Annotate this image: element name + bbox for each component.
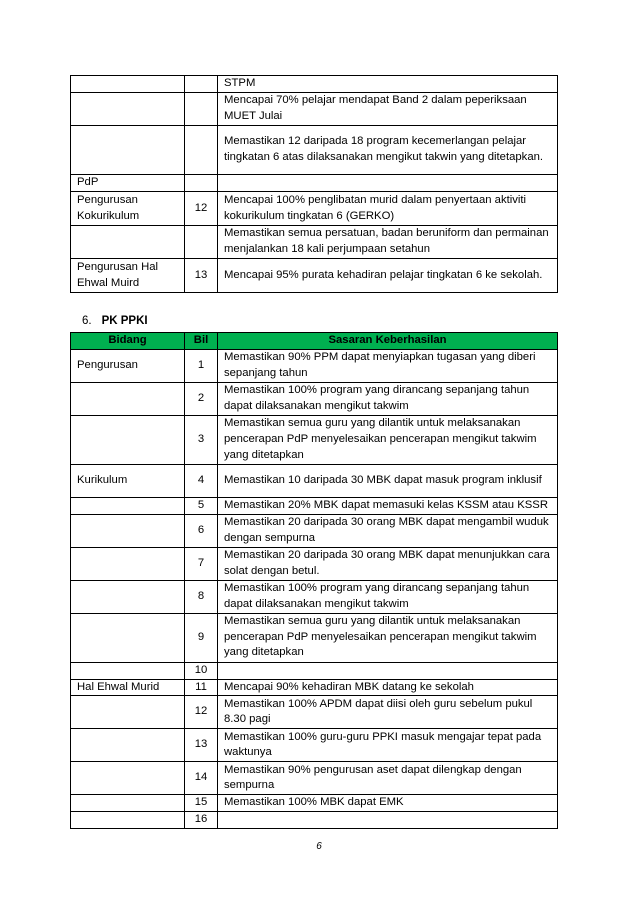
bil-cell: 13 [185,259,218,293]
sasaran-cell: Mencapai 100% penglibatan murid dalam penyertaan aktiviti kokurikulum tingkatan 6 (GERKO) [218,192,558,226]
pk-ppki-table [70,332,558,829]
sasaran-cell: Mencapai 90% kehadiran MBK datang ke sekolah [218,679,558,696]
table-row [71,192,558,226]
bidang-cell: Pengurusan Hal Ehwal Muird [71,259,185,293]
bidang-cell [71,497,185,514]
table-row [71,795,558,812]
bidang-cell: Pengurusan [71,350,185,383]
sasaran-cell: Memastikan 10 daripada 30 MBK dapat masuk program inklusif [218,464,558,497]
table-header-row [71,333,558,350]
table-row [71,497,558,514]
sasaran-cell: Memastikan 100% MBK dapat EMK [218,795,558,812]
bil-cell [185,126,218,175]
bil-cell: 4 [185,464,218,497]
sasaran-cell: Memastikan 100% program yang dirancang sepanjang tahun dapat dilaksanakan mengikut takwim [218,580,558,613]
sasaran-cell: Mencapai 70% pelajar mendapat Band 2 dalam peperiksaan MUET Julai [218,93,558,126]
table-row [71,226,558,259]
sasaran-cell: Memastikan 20 daripada 30 orang MBK dapat mengambil wuduk dengan sempurna [218,514,558,547]
bil-cell [185,76,218,93]
sasaran-cell [218,662,558,679]
bil-cell: 16 [185,812,218,829]
bil-cell: 15 [185,795,218,812]
sasaran-cell: Memastikan 20% MBK dapat memasuki kelas KSSM atau KSSR [218,497,558,514]
section-number: 6. [82,315,92,327]
bidang-cell [71,729,185,762]
sasaran-cell: Memastikan 100% guru-guru PPKI masuk mengajar tepat pada waktunya [218,729,558,762]
header-bil: Bil [185,333,218,350]
bidang-cell: Hal Ehwal Murid [71,679,185,696]
table-row [71,175,558,192]
sasaran-cell: Mencapai 95% purata kehadiran pelajar tingkatan 6 ke sekolah. [218,259,558,293]
sasaran-cell: Memastikan semua persatuan, badan beruniform dan permainan menjalankan 18 kali perjumpaan setahun [218,226,558,259]
table-row [71,259,558,293]
bidang-cell [71,812,185,829]
section-heading [82,315,148,327]
bil-cell: 14 [185,762,218,795]
bidang-cell: PdP [71,175,185,192]
bil-cell: 3 [185,415,218,464]
table-row [71,93,558,126]
bidang-cell [71,795,185,812]
sasaran-cell: Memastikan 100% APDM dapat diisi oleh guru sebelum pukul 8.30 pagi [218,696,558,729]
bil-cell: 8 [185,580,218,613]
bidang-cell [71,514,185,547]
table-row [71,350,558,383]
table-row [71,382,558,415]
sasaran-cell: STPM [218,76,558,93]
table-row [71,696,558,729]
page-number: 6 [316,841,322,852]
sasaran-cell [218,812,558,829]
table-continuation [70,75,558,293]
bil-cell: 9 [185,613,218,662]
bidang-cell [71,696,185,729]
table-row [71,415,558,464]
bidang-cell [71,580,185,613]
bidang-cell [71,547,185,580]
sasaran-cell: Memastikan 90% PPM dapat menyiapkan tugasan yang diberi sepanjang tahun [218,350,558,383]
bil-cell: 5 [185,497,218,514]
table-row [71,547,558,580]
sasaran-cell: Memastikan 20 daripada 30 orang MBK dapat menunjukkan cara solat dengan betul. [218,547,558,580]
bil-cell: 7 [185,547,218,580]
bil-cell: 2 [185,382,218,415]
bil-cell [185,175,218,192]
table-row [71,126,558,175]
bil-cell: 1 [185,350,218,383]
sasaran-cell [218,175,558,192]
bidang-cell [71,613,185,662]
bidang-cell [71,382,185,415]
header-bidang: Bidang [71,333,185,350]
table-row [71,662,558,679]
sasaran-cell: Memastikan 100% program yang dirancang sepanjang tahun dapat dilaksanakan mengikut takwim [218,382,558,415]
bil-cell [185,226,218,259]
bidang-cell: Pengurusan Kokurikulum [71,192,185,226]
bidang-cell [71,662,185,679]
table-row [71,679,558,696]
bidang-cell [71,126,185,175]
sasaran-cell: Memastikan 12 daripada 18 program kecemerlangan pelajar tingkatan 6 atas dilaksanakan mengikut takwin yang ditetapkan. [218,126,558,175]
table-row [71,812,558,829]
sasaran-cell: Memastikan 90% pengurusan aset dapat dilengkap dengan sempurna [218,762,558,795]
header-sasaran: Sasaran Keberhasilan [218,333,558,350]
table-row [71,76,558,93]
bidang-cell [71,76,185,93]
bil-cell: 13 [185,729,218,762]
bidang-cell [71,93,185,126]
table-row [71,464,558,497]
table-row [71,762,558,795]
bidang-cell [71,226,185,259]
bil-cell: 10 [185,662,218,679]
bil-cell: 11 [185,679,218,696]
table-row [71,729,558,762]
bidang-cell [71,415,185,464]
bil-cell: 12 [185,192,218,226]
bil-cell: 6 [185,514,218,547]
table-row [71,613,558,662]
table-row [71,514,558,547]
sasaran-cell: Memastikan semua guru yang dilantik untuk melaksanakan pencerapan PdP menyelesaikan pencerapan mengikut takwim yang ditetapkan [218,415,558,464]
bidang-cell: Kurikulum [71,464,185,497]
bil-cell [185,93,218,126]
section-title: PK PPKI [101,315,148,327]
bidang-cell [71,762,185,795]
table-row [71,580,558,613]
sasaran-cell: Memastikan semua guru yang dilantik untuk melaksanakan pencerapan PdP menyelesaikan pencerapan mengikut takwim yang ditetapkan [218,613,558,662]
bil-cell: 12 [185,696,218,729]
